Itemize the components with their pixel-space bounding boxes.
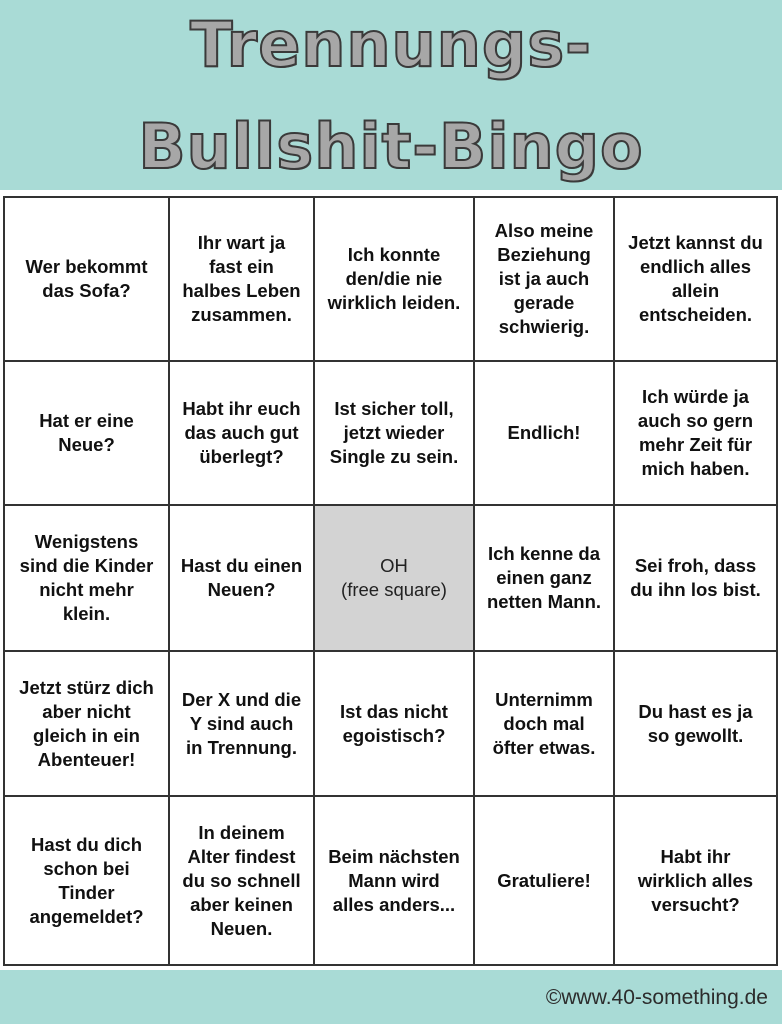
bingo-cell-r1c3[interactable]: Ich konnte den/die nie wirklich leiden. — [315, 198, 475, 362]
bingo-cell-r5c4[interactable]: Gratuliere! — [475, 797, 615, 964]
bingo-cell-r5c3[interactable]: Beim nächsten Mann wird alles anders... — [315, 797, 475, 964]
title-line-1: Trennungs- — [190, 8, 592, 81]
bingo-cell-r3c1[interactable]: Wenigstens sind die Kinder nicht mehr klein. — [5, 506, 170, 652]
bingo-cell-r2c5[interactable]: Ich würde ja auch so gern mehr Zeit für mich haben. — [615, 362, 776, 506]
bingo-cell-r2c3[interactable]: Ist sicher toll, jetzt wieder Single zu sein. — [315, 362, 475, 506]
bingo-cell-r1c4[interactable]: Also meine Beziehung ist ja auch gerade schwierig. — [475, 198, 615, 362]
bingo-cell-r2c2[interactable]: Habt ihr euch das auch gut überlegt? — [170, 362, 315, 506]
bingo-cell-r4c3[interactable]: Ist das nicht egoistisch? — [315, 652, 475, 797]
bingo-cell-r4c1[interactable]: Jetzt stürz dich aber nicht gleich in ein Abenteuer! — [5, 652, 170, 797]
bingo-cell-r1c5[interactable]: Jetzt kannst du endlich alles allein entscheiden. — [615, 198, 776, 362]
bingo-cell-r4c5[interactable]: Du hast es ja so gewollt. — [615, 652, 776, 797]
bingo-grid — [3, 196, 778, 966]
title-line-2: Bullshit-Bingo — [138, 110, 644, 183]
bingo-cell-r2c1[interactable]: Hat er eine Neue? — [5, 362, 170, 506]
footer-bar — [0, 970, 782, 1024]
bingo-cell-r4c2[interactable]: Der X und die Y sind auch in Trennung. — [170, 652, 315, 797]
bingo-cell-r4c4[interactable]: Unternimm doch mal öfter etwas. — [475, 652, 615, 797]
header-banner — [0, 0, 782, 190]
bingo-cell-r5c5[interactable]: Habt ihr wirklich alles versucht? — [615, 797, 776, 964]
bingo-cell-r1c2[interactable]: Ihr wart ja fast ein halbes Leben zusammen. — [170, 198, 315, 362]
bingo-cell-r1c1[interactable]: Wer bekommt das Sofa? — [5, 198, 170, 362]
bingo-cell-r5c1[interactable]: Hast du dich schon bei Tinder angemeldet? — [5, 797, 170, 964]
copyright-text: ©www.40-something.de — [545, 986, 768, 1009]
free-square-cell[interactable]: OH (free square) — [315, 506, 475, 652]
bingo-cell-r2c4[interactable]: Endlich! — [475, 362, 615, 506]
bingo-cell-r5c2[interactable]: In deinem Alter findest du so schnell aber keinen Neuen. — [170, 797, 315, 964]
bingo-cell-r3c2[interactable]: Hast du einen Neuen? — [170, 506, 315, 652]
bingo-cell-r3c5[interactable]: Sei froh, dass du ihn los bist. — [615, 506, 776, 652]
bingo-cell-r3c4[interactable]: Ich kenne da einen ganz netten Mann. — [475, 506, 615, 652]
bingo-board — [0, 190, 782, 970]
